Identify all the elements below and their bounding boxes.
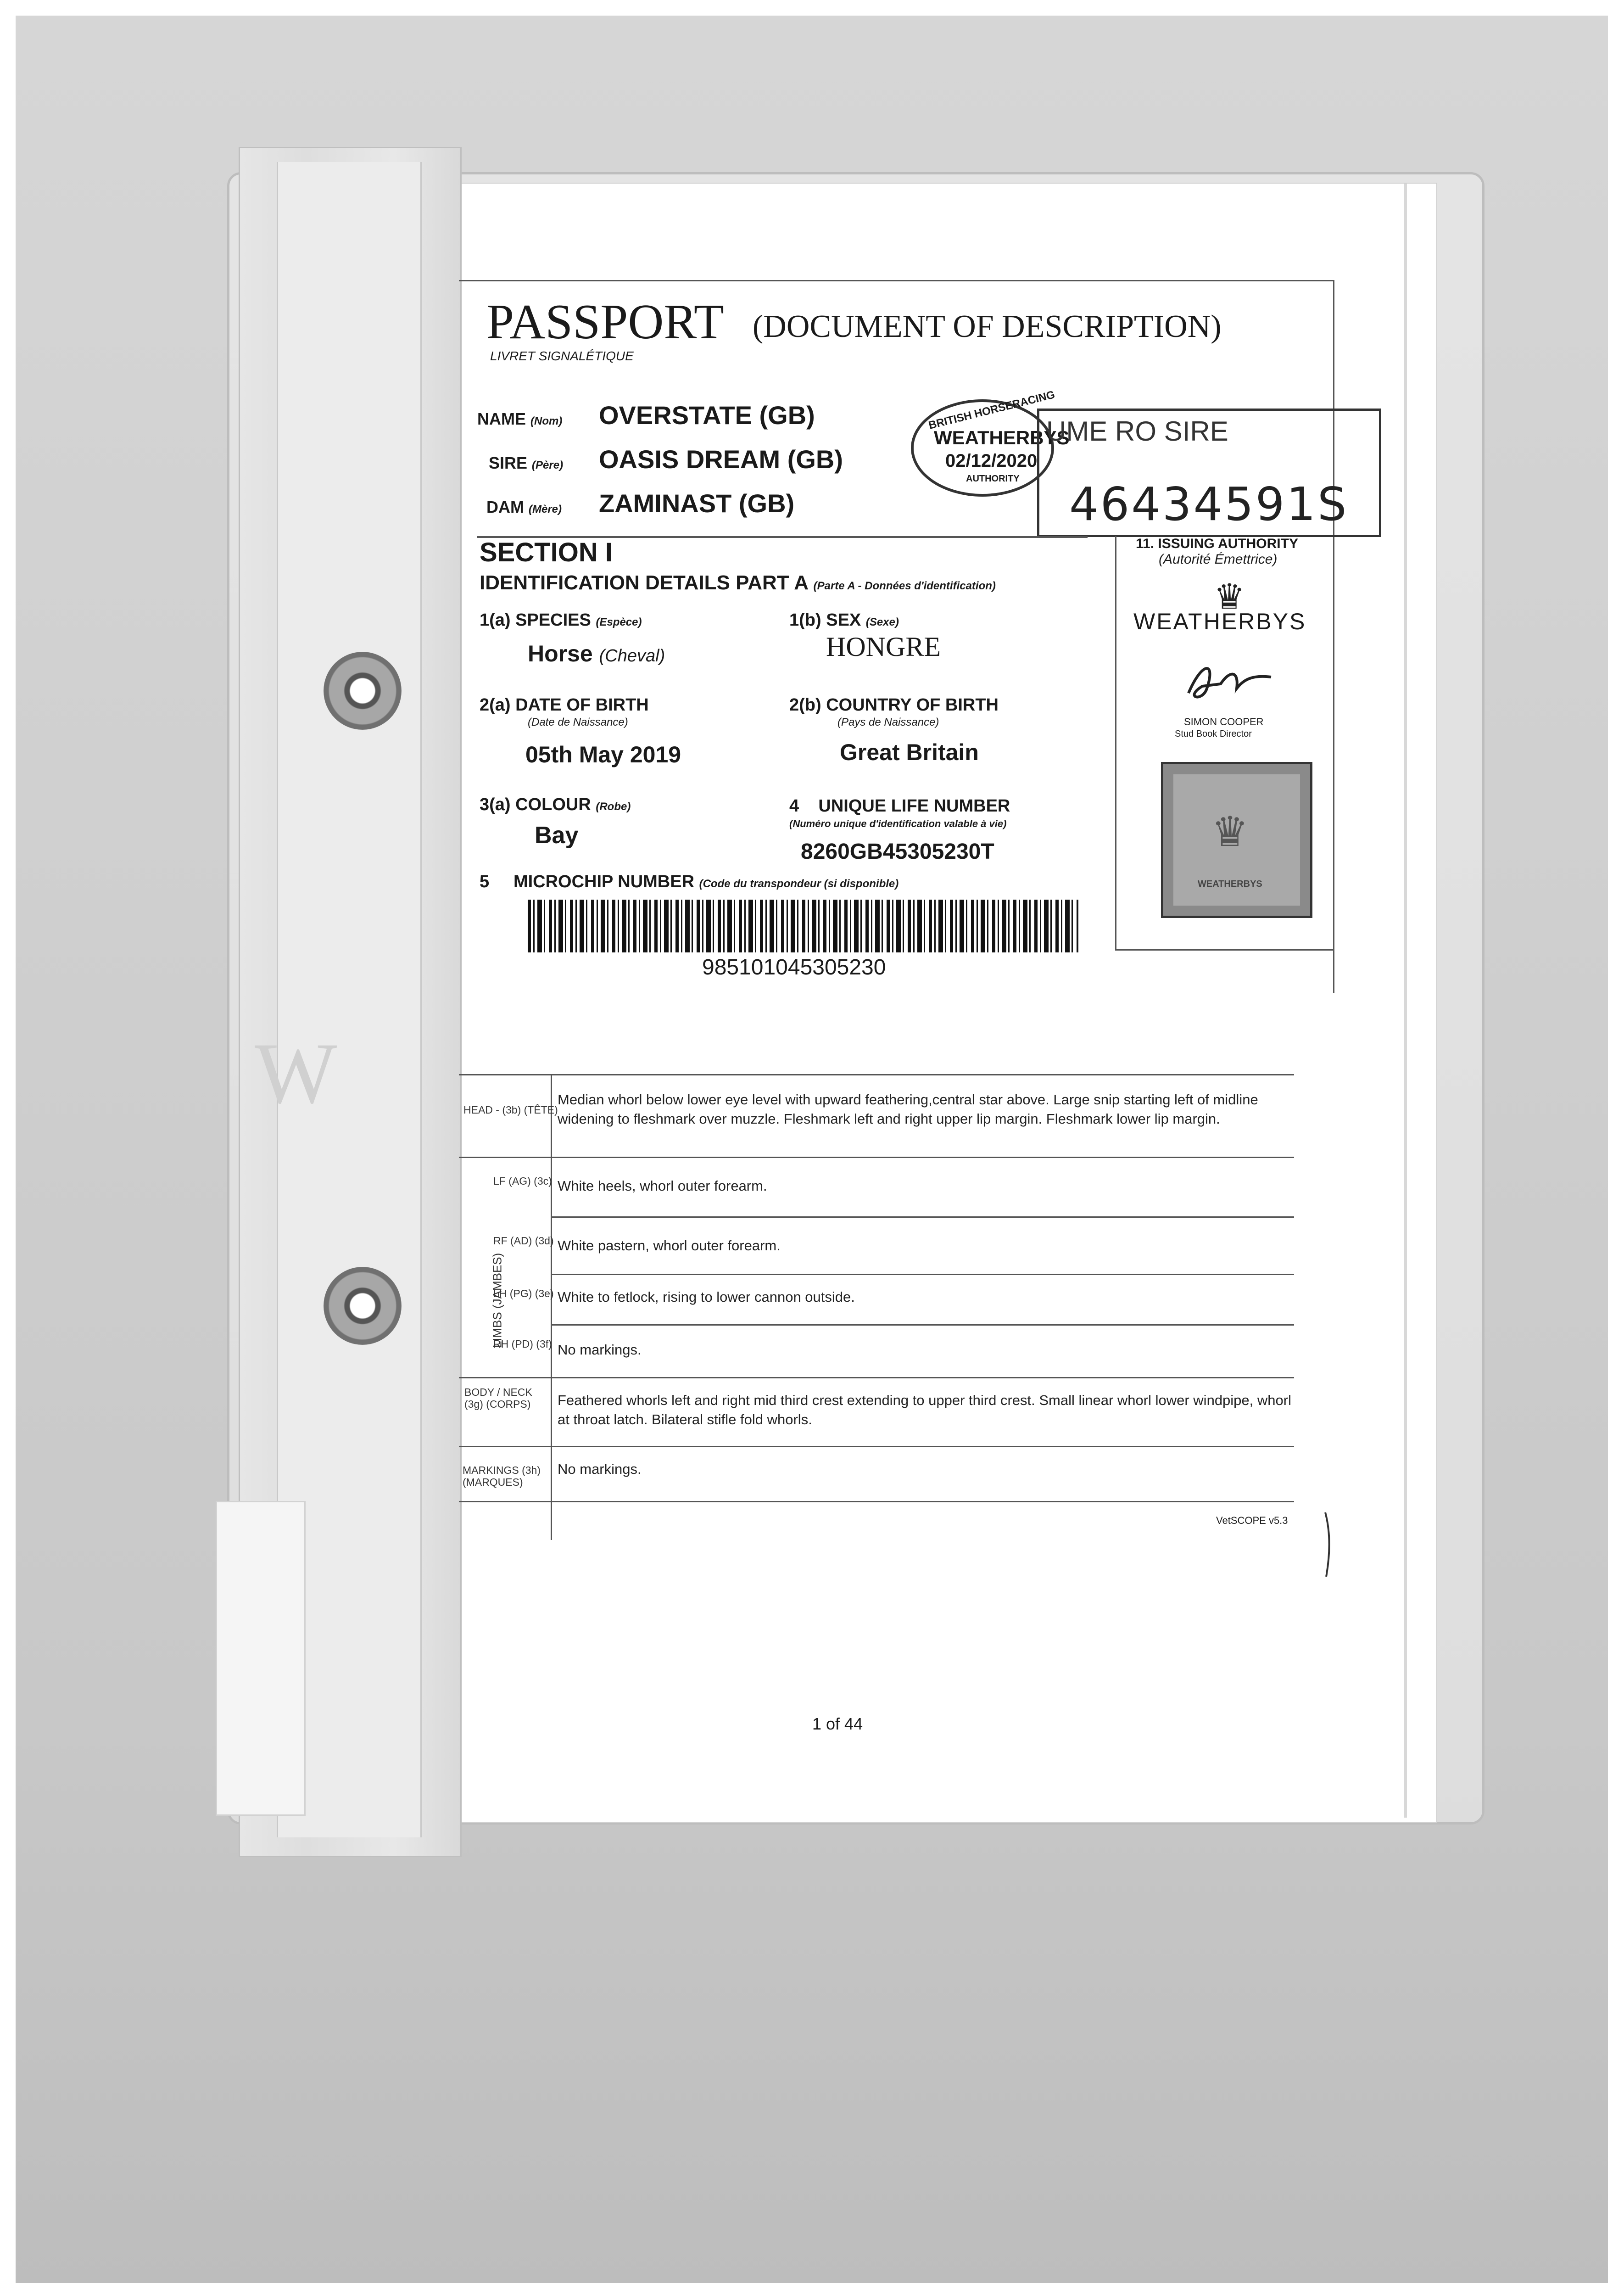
species-label: 1(a) SPECIES (Espèce) <box>480 610 642 630</box>
country-label: 2(b) COUNTRY OF BIRTH <box>789 695 999 715</box>
head-text-line-1: Median whorl below lower eye level with upward feathering,central star above. Large snip starting left of midline <box>558 1092 1258 1108</box>
authority-name: WEATHERBYS <box>1133 609 1306 634</box>
horse-name: OVERSTATE (GB) <box>599 401 815 430</box>
body-label: BODY / NECK (3g) (CORPS) <box>464 1386 532 1410</box>
sire-number-handwritten: 46434591S <box>1069 477 1349 531</box>
sire-number-label: UME RO SIRE <box>1046 416 1228 447</box>
head-text-line-2: widening to fleshmark over muzzle. Fleshmark left and right upper lip margin. Fleshmark lower lip margin. <box>558 1111 1220 1127</box>
sex-label: 1(b) SEX (Sexe) <box>789 610 899 630</box>
body-text-line-2: at throat latch. Bilateral stifle fold whorls. <box>558 1411 812 1427</box>
country-label-fr: (Pays de Naissance) <box>837 716 939 728</box>
ueln-label: 4 UNIQUE LIFE NUMBER <box>789 796 1010 816</box>
species-value: Horse (Cheval) <box>528 641 665 666</box>
section-title: SECTION I <box>480 537 613 567</box>
dam-name: ZAMINAST (GB) <box>599 489 795 518</box>
software-version: VetSCOPE v5.3 <box>1216 1515 1288 1526</box>
seal-crown-icon: ♛ <box>1211 809 1249 855</box>
binder-label <box>216 1501 306 1816</box>
signature-icon <box>1175 652 1276 707</box>
table-column-rule <box>551 1074 552 1540</box>
dob-value: 05th May 2019 <box>525 742 681 767</box>
sire-name: OASIS DREAM (GB) <box>599 445 843 474</box>
stamp-bottom: AUTHORITY <box>966 474 1020 484</box>
microchip-barcode <box>528 900 1078 952</box>
binder-eyelet-icon <box>324 652 402 730</box>
authority-label: 11. ISSUING AUTHORITY <box>1136 536 1298 551</box>
name-label: NAME (Nom) <box>477 409 563 428</box>
lh-label: LH (PG) (3e) <box>493 1287 554 1299</box>
ueln-value: 8260GB45305230T <box>801 840 994 864</box>
other-label: MARKINGS (3h) (MARQUES) <box>463 1464 541 1488</box>
colour-value: Bay <box>535 822 579 849</box>
rh-label: RH (PD) (3f) <box>493 1338 552 1350</box>
dob-label-fr: (Date de Naissance) <box>528 716 628 728</box>
stamp-arc: BRITISH HORSERACING <box>927 388 1056 432</box>
authority-signatory-title: Stud Book Director <box>1175 729 1252 739</box>
table-bottom-rule <box>459 1501 1294 1502</box>
stamp-date: 02/12/2020 <box>945 451 1038 471</box>
dob-label: 2(a) DATE OF BIRTH <box>480 695 649 715</box>
row-rule <box>551 1274 1294 1275</box>
row-rule <box>551 1216 1294 1218</box>
binder-logo: W <box>255 1025 337 1122</box>
page-title-fr: LIVRET SIGNALÉTIQUE <box>490 349 634 363</box>
lf-label: LF (AG) (3c) <box>493 1175 552 1187</box>
other-text: No markings. <box>558 1461 642 1477</box>
margin-mark-icon <box>1322 1510 1333 1579</box>
crown-icon: ♛ <box>1214 577 1245 616</box>
row-rule <box>551 1324 1294 1326</box>
ueln-label-fr: (Numéro unique d'identification valable à vie) <box>789 818 1007 829</box>
page-edge <box>1404 184 1407 1818</box>
page-subtitle: (DOCUMENT OF DESCRIPTION) <box>753 309 1222 344</box>
rf-label: RF (AD) (3d) <box>493 1235 554 1247</box>
row-rule <box>459 1377 1294 1378</box>
table-top-rule <box>459 1074 1294 1075</box>
page-title: PASSPORT <box>486 295 724 349</box>
country-value: Great Britain <box>840 739 979 765</box>
row-rule <box>459 1446 1294 1447</box>
head-label: HEAD - (3b) (TÊTE) <box>463 1104 558 1116</box>
rf-text: White pastern, whorl outer forearm. <box>558 1237 781 1254</box>
microchip-value: 985101045305230 <box>702 955 886 980</box>
seal-text: WEATHERBYS <box>1198 879 1262 889</box>
page-number: 1 of 44 <box>812 1714 863 1733</box>
colour-label: 3(a) COLOUR (Robe) <box>480 795 631 814</box>
rh-text: No markings. <box>558 1342 642 1358</box>
authority-signatory: SIMON COOPER <box>1184 716 1264 728</box>
sex-value: HONGRE <box>826 632 941 662</box>
microchip-label: 5 MICROCHIP NUMBER (Code du transpondeur (si disponible) <box>480 872 899 891</box>
binder-eyelet-icon <box>324 1267 402 1345</box>
authority-label-fr: (Autorité Émettrice) <box>1159 552 1278 567</box>
lf-text: White heels, whorl outer forearm. <box>558 1178 767 1194</box>
row-rule <box>459 1157 1294 1158</box>
limbs-label: LIMBS (JAMBES) <box>490 1253 504 1348</box>
body-text-line-1: Feathered whorls left and right mid third crest extending to upper third crest. Small linear whorl lower windpipe, whorl <box>558 1392 1291 1408</box>
section-subtitle: IDENTIFICATION DETAILS PART A (Parte A - Données d'identification) <box>480 571 996 594</box>
dam-label: DAM (Mère) <box>486 498 562 516</box>
lh-text: White to fetlock, rising to lower cannon outside. <box>558 1289 855 1305</box>
sire-label: SIRE (Père) <box>489 453 564 472</box>
stamp-name: WEATHERBYS <box>934 427 1070 448</box>
